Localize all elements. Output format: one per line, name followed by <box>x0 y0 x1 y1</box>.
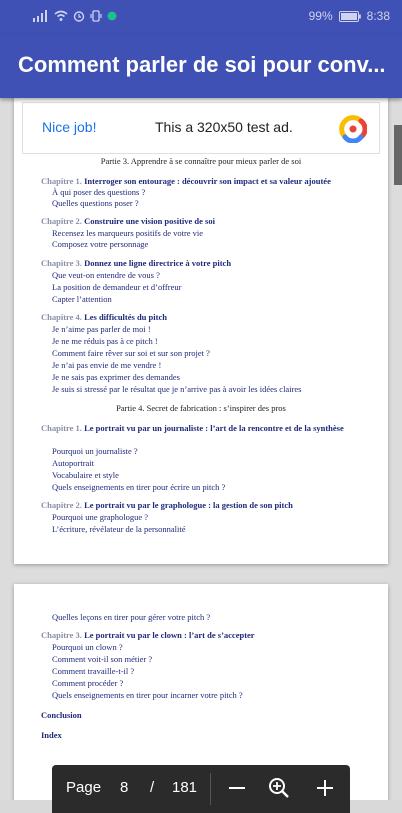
page-label: Page <box>66 779 102 796</box>
vibrate-icon <box>90 10 102 22</box>
status-icons-right <box>309 9 390 23</box>
plus-icon <box>316 779 334 797</box>
status-icons-left <box>33 10 117 22</box>
chapter-heading: Chapitre 4. Les difficultés du pitch <box>41 312 167 322</box>
toc-item: Pourquoi un journaliste ? <box>52 446 138 456</box>
toc-item: L’écriture, révélateur de la personnalité <box>52 524 186 534</box>
toc-item: La position de demandeur et d’offreur <box>52 282 182 292</box>
toc-item: Capter l’attention <box>52 294 112 304</box>
ad-nice-job-label: Nice job! <box>42 119 97 135</box>
toc-item: Vocabulaire et style <box>52 470 119 480</box>
toc-item: Quelles questions poser ? <box>52 198 139 208</box>
chapter-heading: Chapitre 1. Le portrait vu par un journaliste : l’art de la rencontre et de la synthèse <box>41 423 344 433</box>
minus-icon <box>228 779 246 797</box>
page-toolbar <box>52 765 350 813</box>
ad-logo-icon <box>339 115 367 143</box>
signal-icon <box>33 10 49 22</box>
clock: 8:38 <box>366 9 390 23</box>
toc-item: Comment faire rêver sur soi et sur son projet ? <box>52 348 210 358</box>
toc-item: Composez votre personnage <box>52 239 149 249</box>
toc-item: Je ne me réduis pas à ce pitch ! <box>52 336 158 346</box>
toc-item: Quelles leçons en tirer pour gérer votre pitch ? <box>52 612 211 622</box>
part-heading: Partie 4. Secret de fabrication : s’inspirer des pros <box>116 403 286 413</box>
wifi-icon <box>54 10 68 22</box>
toc-item: Pourquoi un clown ? <box>52 642 123 652</box>
zoom-reset-button[interactable] <box>264 773 294 803</box>
toc-item: Comment voit-il son métier ? <box>52 654 153 664</box>
toc-item: Autoportrait <box>52 458 95 468</box>
toc-item: Je n’ai pas envie de me vendre ! <box>52 360 162 370</box>
app-bar <box>0 34 402 98</box>
chapter-heading: Chapitre 3. Donnez une ligne directrice à votre pitch <box>41 258 232 268</box>
toc-item: Quels enseignements en tirer pour écrire un pitch ? <box>52 482 226 492</box>
zoom-in-button[interactable] <box>310 773 340 803</box>
app-notification-icon <box>107 11 117 21</box>
toc-item: Comment travaille-t-il ? <box>52 666 135 676</box>
part-heading: Partie 3. Apprendre à se connaître pour mieux parler de soi <box>100 156 302 166</box>
page-separator: / <box>150 779 155 796</box>
pdf-viewer[interactable] <box>0 98 402 800</box>
toc-item: À qui poser des questions ? <box>52 187 146 197</box>
toc-item: Pourquoi une graphologue ? <box>52 512 149 522</box>
app-title: Comment parler de soi pour conv... <box>18 52 386 77</box>
conclusion-heading: Conclusion <box>41 710 82 720</box>
chapter-heading: Chapitre 1. Interroger son entourage : découvrir son impact et sa valeur ajoutée <box>41 176 331 186</box>
chapter-heading: Chapitre 3. Le portrait vu par le clown : l’art de s’accepter <box>41 630 255 640</box>
toc-item: Je n’aime pas parler de moi ! <box>52 324 151 334</box>
scrollbar-thumb[interactable] <box>394 125 402 185</box>
alarm-icon <box>73 10 85 22</box>
current-page-input[interactable]: 8 <box>120 779 129 796</box>
chapter-heading: Chapitre 2. Construire une vision positive de soi <box>41 216 215 226</box>
total-pages: 181 <box>172 779 198 796</box>
status-bar <box>0 0 402 34</box>
ad-banner[interactable] <box>22 102 380 154</box>
toc-item: Quels enseignements en tirer pour incarner votre pitch ? <box>52 690 243 700</box>
toc-item: Comment procéder ? <box>52 678 124 688</box>
zoom-out-button[interactable] <box>222 773 252 803</box>
zoom-in-magnifier-icon <box>268 777 290 799</box>
ad-text: This a 320x50 test ad. <box>155 119 293 135</box>
toc-item: Je ne sais pas exprimer des demandes <box>52 372 180 382</box>
pdf-page <box>14 98 388 564</box>
chapter-heading: Chapitre 2. Le portrait vu par le graphologue : la gestion de son pitch <box>41 500 293 510</box>
toc-item: Recensez les marqueurs positifs de votre vie <box>52 228 204 238</box>
toc-item: Je suis si stressé par le résultat que je n’arrive pas à avoir les idées claires <box>52 384 302 394</box>
battery-percent: 99% <box>308 9 333 23</box>
index-heading: Index <box>41 730 62 740</box>
battery-icon <box>339 11 361 22</box>
toc-item: Que veut-on entendre de vous ? <box>52 270 160 280</box>
toolbar-divider <box>210 773 211 805</box>
